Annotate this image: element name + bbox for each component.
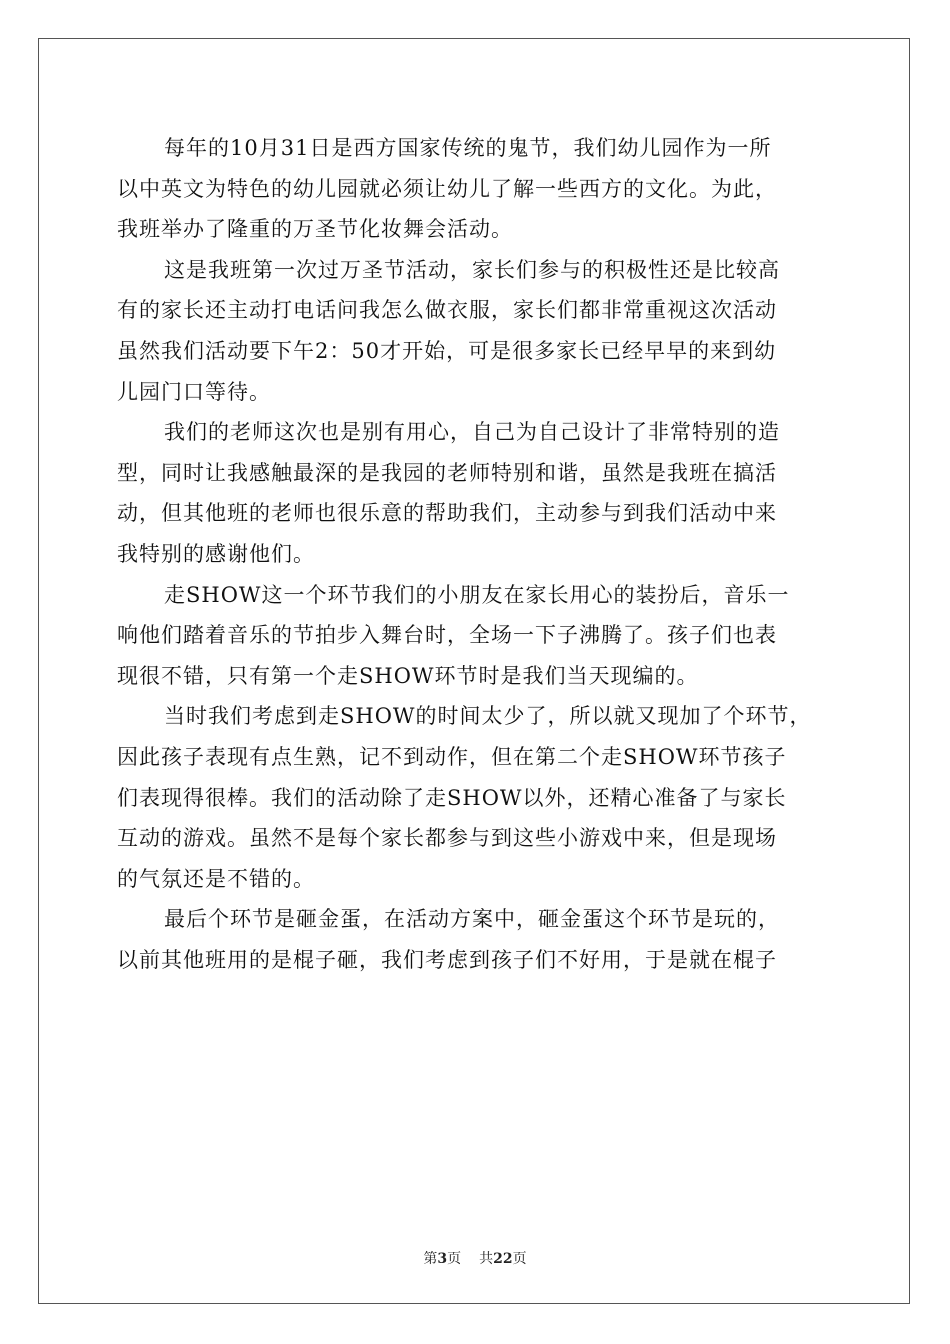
paragraph-line: 互动的游戏。虽然不是每个家长都参与到这些小游戏中来，但是现场	[117, 826, 777, 851]
paragraph-line: 儿园门口等待。	[117, 379, 271, 404]
paragraph-4	[117, 575, 833, 697]
paragraph-6	[117, 899, 833, 980]
paragraph-5	[117, 696, 833, 899]
page-total-number: 22	[493, 1251, 513, 1267]
paragraph-line: 我班举办了隆重的万圣节化妆舞会活动。	[117, 217, 513, 242]
paragraph-line: 响他们踏着音乐的节拍步入舞台时，全场一下子沸腾了。孩子们也表	[117, 623, 777, 648]
paragraph-line: 最后个环节是砸金蛋，在活动方案中，砸金蛋这个环节是玩的，	[164, 907, 780, 932]
paragraph-line: 的气氛还是不错的。	[117, 866, 315, 891]
total-prefix: 共	[479, 1251, 494, 1267]
paragraph-line: 当时我们考虑到走SHOW的时间太少了，所以就又现加了个环节，	[164, 704, 812, 729]
paragraph-line: 以中英文为特色的幼儿园就必须让幼儿了解一些西方的文化。为此，	[117, 176, 777, 201]
page-current-number: 3	[437, 1251, 448, 1267]
paragraph-line: 虽然我们活动要下午2：50才开始，可是很多家长已经早早的来到幼	[117, 338, 777, 363]
paragraph-line: 我特别的感谢他们。	[117, 541, 315, 566]
paragraph-line: 走SHOW这一个环节我们的小朋友在家长用心的装扮后，音乐一	[164, 582, 790, 607]
page-footer	[0, 1248, 950, 1268]
paragraph-2	[117, 250, 833, 412]
paragraph-line: 现很不错，只有第一个走SHOW环节时是我们当天现编的。	[117, 663, 699, 688]
paragraph-line: 我们的老师这次也是别有用心，自己为自己设计了非常特别的造	[164, 420, 780, 445]
paragraph-line: 每年的10月31日是西方国家传统的鬼节，我们幼儿园作为一所	[164, 136, 772, 160]
paragraph-1	[117, 128, 833, 250]
paragraph-line: 这是我班第一次过万圣节活动，家长们参与的积极性还是比较高	[164, 257, 780, 282]
paragraph-line: 们表现得很棒。我们的活动除了走SHOW以外，还精心准备了与家长	[117, 785, 787, 810]
paragraph-line: 动，但其他班的老师也很乐意的帮助我们，主动参与到我们活动中来	[117, 501, 777, 526]
paragraph-3	[117, 412, 833, 574]
document-body	[117, 128, 833, 980]
page-prefix: 第	[423, 1251, 438, 1267]
page-suffix: 页	[447, 1251, 462, 1267]
paragraph-line: 因此孩子表现有点生熟，记不到动作，但在第二个走SHOW环节孩子	[117, 744, 787, 769]
paragraph-line: 型，同时让我感触最深的是我园的老师特别和谐，虽然是我班在搞活	[117, 460, 777, 485]
paragraph-line: 以前其他班用的是棍子砸，我们考虑到孩子们不好用，于是就在棍子	[117, 947, 777, 972]
total-suffix: 页	[512, 1251, 527, 1267]
paragraph-line: 有的家长还主动打电话问我怎么做衣服，家长们都非常重视这次活动	[117, 298, 777, 323]
